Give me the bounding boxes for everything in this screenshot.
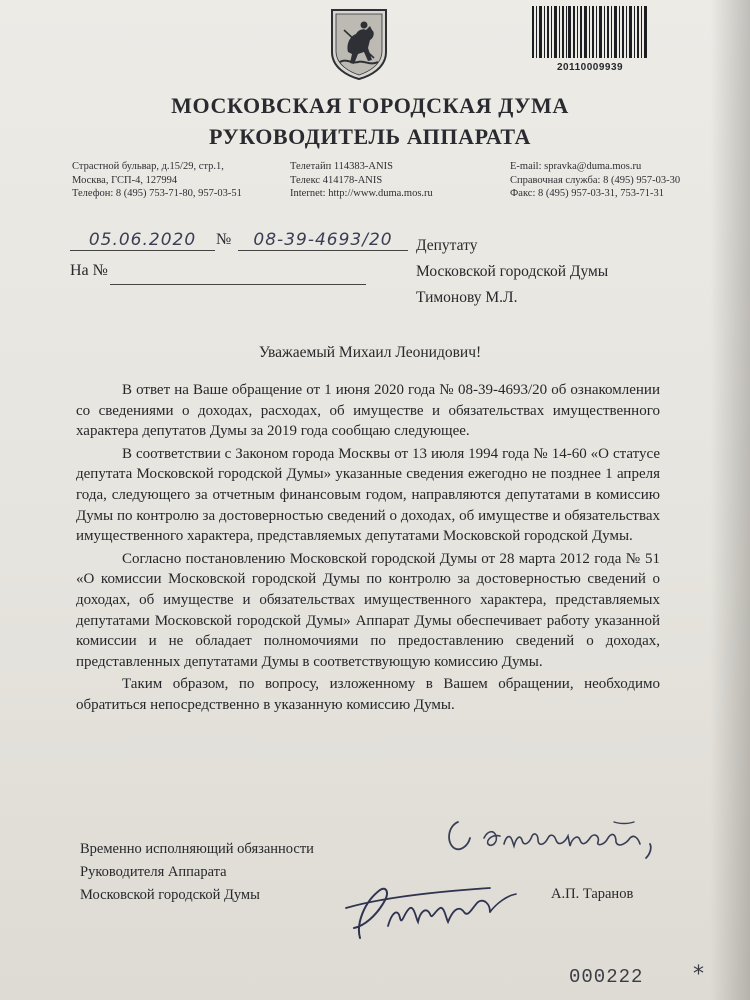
page-edge-shadow xyxy=(710,0,750,1000)
barcode xyxy=(532,6,648,58)
letterhead-email-service xyxy=(510,160,680,201)
addressee-line: Московской городской Думы xyxy=(416,263,609,280)
teletype-line: Телетайп 114383-ANIS xyxy=(290,161,393,172)
department-title: РУКОВОДИТЕЛЬ АППАРАТА xyxy=(208,124,532,149)
organization-title: МОСКОВСКАЯ ГОРОДСКАЯ ДУМА xyxy=(171,93,569,118)
reference-label: На № xyxy=(70,262,108,279)
serial-number: 000222 xyxy=(569,966,644,988)
phone-line: Телефон: 8 (495) 753-71-80, 957-03-51 xyxy=(72,188,242,199)
signer-position-line: Московской городской Думы xyxy=(80,887,260,903)
addressee-name: Тимонову М.Л. xyxy=(416,289,518,306)
body-paragraph: В соответствии с Законом города Москвы от 13 июля 1994 года № 14-60 «О статусе депутата Московской городской Думы» указанные сведения ежегодно не позднее 1 апреля года, следующего за отчетным финансовым годом, направляются депутатами в комиссию Думы по контролю за достоверностью сведений о доходах, об имуществе и обязательствах имущественного характера, представляемых депутатами Московской городской Думы. xyxy=(76,445,660,545)
telex-line: Телекс 414178-ANIS xyxy=(290,174,383,186)
salutation: Уважаемый Михаил Леонидович! xyxy=(258,344,482,361)
body-paragraph: В ответ на Ваше обращение от 1 июня 2020 года № 08-39-4693/20 об ознакомлении со сведениями о доходах, расходах, об имуществе и обязательствах имущественного характера депутатов Думы за 2019 года сообщаю следующее. xyxy=(76,382,660,440)
body-paragraph: Согласно постановлению Московской городской Думы от 28 марта 2012 года № 51 «О комиссии Московской городской Думы по контролю за достоверностью сведений о доходах, об имуществе и обязательствах имущественного характера, представляемых депутатами Московской городской Думы» Аппарат Думы обеспечивает работу указанной комиссии и не обладает полномочиями по предоставлению сведений о доходах, представленных депутатами Думы в соответствующую комиссию Думы. xyxy=(76,550,660,670)
help-desk-line: Справочная служба: 8 (495) 957-03-30 xyxy=(510,174,681,186)
addressee-line: Депутату xyxy=(416,237,478,254)
handwritten-signature xyxy=(340,868,530,946)
registration-number-label: № xyxy=(216,231,232,248)
letter-body xyxy=(76,380,660,718)
signer-position xyxy=(80,838,314,907)
body-paragraph: Таким образом, по вопросу, изложенному в Вашем обращении, необходимо обратиться непосредственно в указанную комиссию Думы. xyxy=(76,676,660,713)
fax-line: Факс: 8 (495) 957-03-31, 753-71-31 xyxy=(510,188,664,199)
moscow-coat-of-arms-emblem xyxy=(330,8,388,80)
signer-position-line: Руководителя Аппарата xyxy=(80,864,227,880)
handwritten-closing xyxy=(444,808,684,868)
address-line: Страстной бульвар, д.15/29, стр.1, xyxy=(72,161,224,172)
letterhead-telecom xyxy=(290,160,433,201)
letterhead-address xyxy=(72,160,242,201)
signer-name: А.П. Таранов xyxy=(551,886,634,902)
signer-position-line: Временно исполняющий обязанности xyxy=(80,841,314,857)
addressee-block xyxy=(416,233,608,311)
registration-number: 08-39-4693/20 xyxy=(238,230,408,251)
reference-blank-line xyxy=(110,284,366,285)
registration-date: 05.06.2020 xyxy=(70,230,215,251)
serial-mark: * xyxy=(693,962,704,987)
email-line: E-mail: spravka@duma.mos.ru xyxy=(510,161,642,172)
barcode-number: 20110009939 xyxy=(556,62,624,73)
address-line: Москва, ГСП-4, 127994 xyxy=(72,174,178,186)
internet-line: Internet: http://www.duma.mos.ru xyxy=(290,188,433,199)
